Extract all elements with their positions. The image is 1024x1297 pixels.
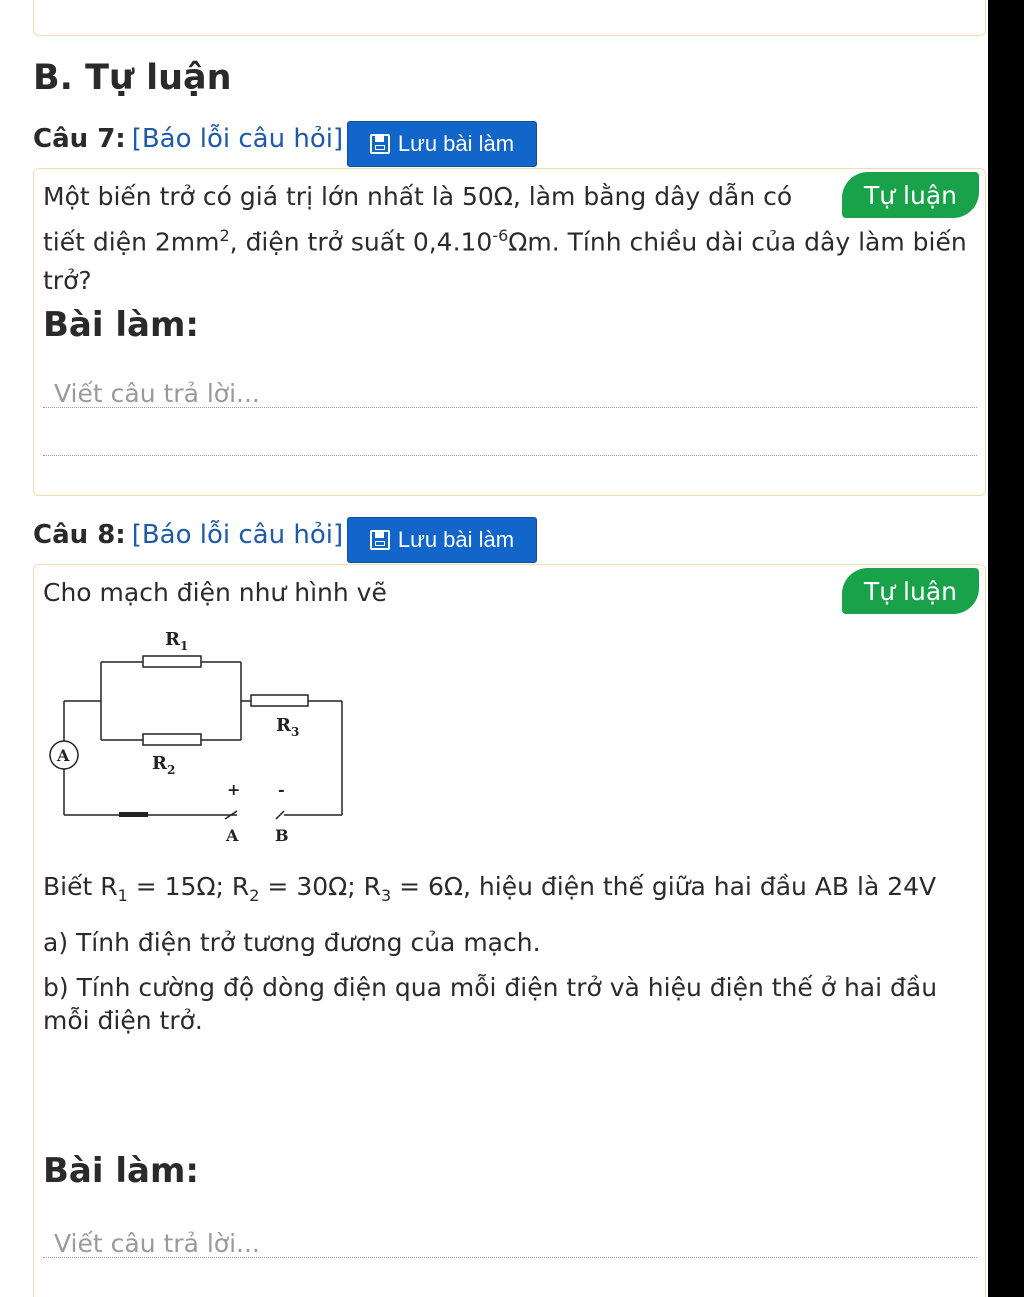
floppy-disk-icon bbox=[370, 134, 390, 154]
label-r3: $R_3$ bbox=[276, 715, 300, 739]
label-r1: $R_1$ bbox=[165, 629, 189, 653]
q8-given-sub: 2 bbox=[249, 886, 260, 905]
battery-plate bbox=[119, 812, 148, 817]
answer-line bbox=[43, 407, 977, 408]
question-7-line-1: Một biến trở có giá trị lớn nhất là 50Ω, làm bằng dây dẫn có bbox=[43, 182, 793, 211]
question-7-line-3: trở? bbox=[43, 266, 92, 296]
question-8-header bbox=[33, 520, 343, 550]
q8-given-part: = 30Ω; R bbox=[259, 872, 381, 901]
report-link-q8[interactable]: [Báo lỗi câu hỏi] bbox=[131, 520, 344, 550]
label-r2: $R_2$ bbox=[152, 753, 176, 777]
q8-given-sub: 3 bbox=[380, 886, 392, 905]
label-plus: + bbox=[227, 780, 241, 799]
question-8-card bbox=[33, 564, 986, 1297]
answer-input-q7[interactable] bbox=[52, 375, 936, 411]
question-7-line-2 bbox=[43, 216, 967, 261]
essay-badge-q7: Tự luận bbox=[842, 172, 979, 218]
label-terminal-a: A bbox=[226, 826, 239, 845]
q8-given-part: Biết R bbox=[43, 872, 118, 901]
question-8-part-a: a) Tính điện trở tương đương của mạch. bbox=[43, 928, 541, 957]
q8-given-part: = 15Ω; R bbox=[127, 872, 250, 901]
question-8-part-b-line-2: mỗi điện trở. bbox=[43, 1006, 203, 1035]
circuit-diagram bbox=[44, 623, 364, 858]
label-minus: - bbox=[278, 780, 285, 799]
save-button-q7[interactable] bbox=[347, 121, 537, 167]
save-label-q7: Lưu bài làm bbox=[397, 131, 515, 156]
question-8-part-b-line-1: b) Tính cường độ dòng điện qua mỗi điện trở và hiệu điện thế ở hai đầu bbox=[43, 973, 938, 1002]
label-ammeter: A bbox=[57, 746, 70, 765]
answer-line bbox=[43, 1257, 977, 1258]
q8-given-part: = 6Ω, hiệu điện thế giữa hai đầu AB là 24V bbox=[391, 872, 937, 901]
q7-text-part: tiết diện 2mm bbox=[43, 227, 220, 257]
q8-given-sub: 1 bbox=[117, 886, 128, 905]
question-7-header bbox=[33, 124, 343, 154]
question-7-card bbox=[33, 168, 986, 496]
work-title-q8: Bài làm: bbox=[43, 1151, 199, 1191]
question-8-given bbox=[43, 867, 936, 915]
label-terminal-b: B bbox=[275, 826, 289, 845]
report-link-q7[interactable]: [Báo lỗi câu hỏi] bbox=[131, 124, 344, 154]
answer-line bbox=[43, 455, 977, 456]
resistor-r2 bbox=[143, 734, 201, 745]
save-label-q8: Lưu bài làm bbox=[397, 527, 515, 552]
work-title-q7: Bài làm: bbox=[43, 305, 199, 345]
previous-question-card bbox=[33, 0, 986, 36]
q7-sup-area: 2 bbox=[219, 226, 230, 245]
question-7-number: Câu 7: bbox=[33, 124, 126, 154]
floppy-disk-icon bbox=[370, 530, 390, 550]
resistor-r1 bbox=[143, 656, 201, 667]
question-7-text bbox=[43, 177, 967, 300]
q7-sup-exponent: -6 bbox=[492, 226, 509, 245]
q7-text-part: Ωm. Tính chiều dài của dây làm biến bbox=[508, 227, 967, 257]
save-button-q8[interactable] bbox=[347, 517, 537, 563]
essay-badge-q8: Tự luận bbox=[842, 568, 979, 614]
answer-input-q8[interactable] bbox=[52, 1225, 936, 1261]
resistor-r3 bbox=[251, 695, 308, 706]
question-8-part-b bbox=[43, 971, 937, 1037]
section-title: B. Tự luận bbox=[33, 58, 232, 98]
question-8-number: Câu 8: bbox=[33, 520, 126, 550]
question-8-intro: Cho mạch điện như hình vẽ bbox=[43, 578, 387, 607]
q7-text-part: , điện trở suất 0,4.10 bbox=[229, 227, 493, 257]
